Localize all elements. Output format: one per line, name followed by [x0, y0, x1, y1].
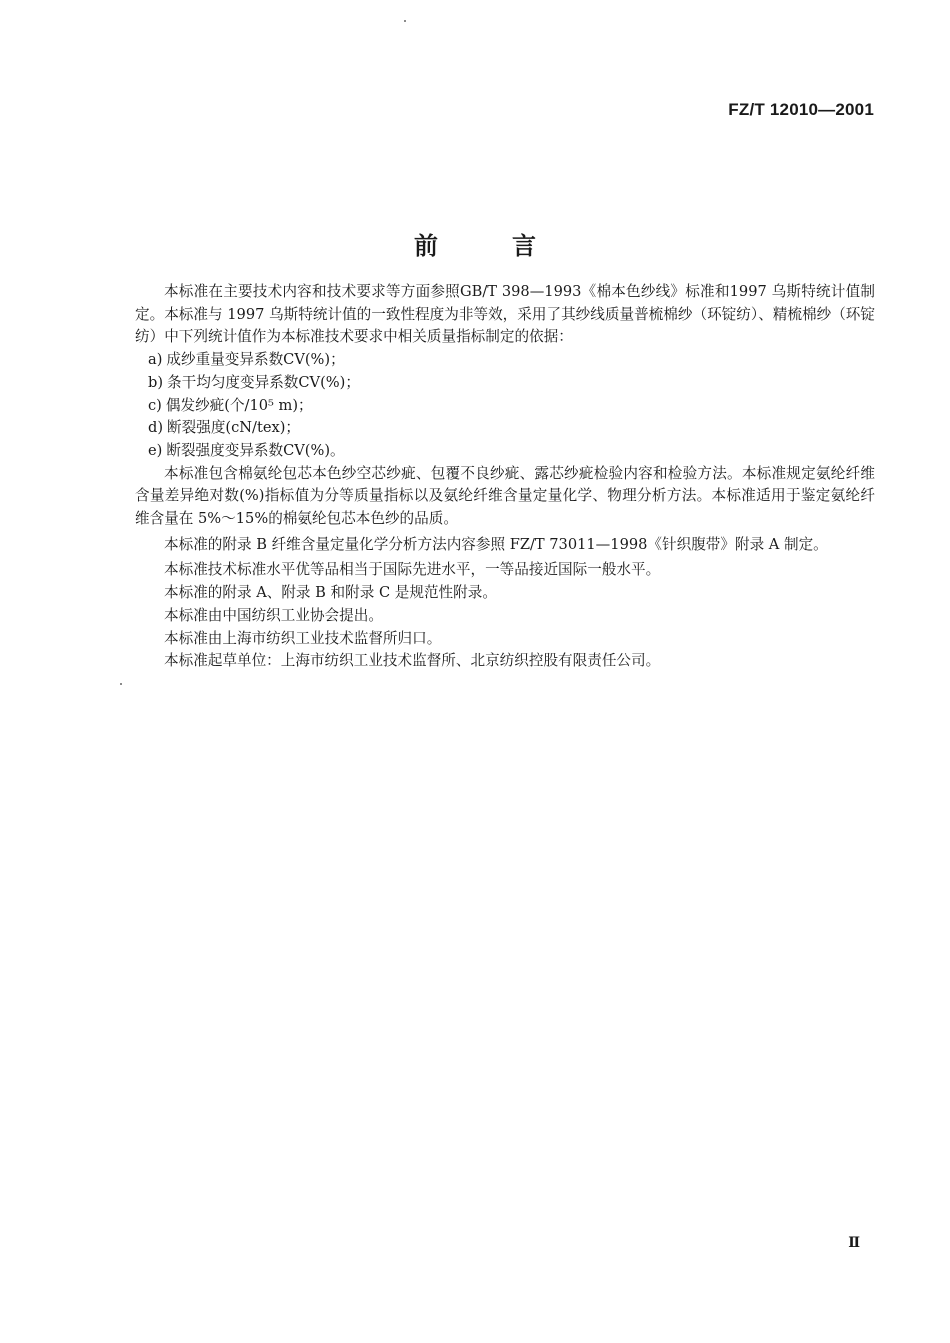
- page-title: 前言: [414, 231, 610, 260]
- list-item-letter: d): [148, 419, 164, 437]
- list-item: [135, 417, 875, 440]
- list-item: [135, 440, 875, 463]
- paragraph: 本标准由上海市纺织工业技术监督所归口。: [164, 629, 442, 647]
- list-item: [135, 395, 875, 418]
- list-item-text: 条干均匀度变异系数CV(%)；: [167, 373, 360, 391]
- paragraph: 本标准的附录 B 纤维含量定量化学分析方法内容参照 FZ/T 73011—1998《针织腹带》附录 A 制定。: [164, 535, 828, 553]
- scan-speck: [120, 683, 122, 685]
- paragraph: 本标准起草单位：上海市纺织工业技术监督所、北京纺织控股有限责任公司。: [164, 652, 661, 670]
- foreword-body: [135, 281, 875, 673]
- paragraph: 本标准的附录 A、附录 B 和附录 C 是规范性附录。: [164, 584, 497, 602]
- paragraph: 本标准在主要技术内容和技术要求等方面参照GB/T 398—1993《棉本色纱线》标准和1997 乌斯特统计值制定。本标准与 1997 乌斯特统计值的一致性程度为非等效，采用了其纱线质量普梳棉纱（环锭纺）、精梳棉纱（环锭纺）中下列统计值作为本标准技术要求中相关质量指标制定的依据：: [135, 283, 875, 346]
- paragraph: 本标准包含棉氨纶包芯本色纱空芯纱疵、包覆不良纱疵、露芯纱疵检验内容和检验方法。本标准规定氨纶纤维含量差异绝对数(%)指标值为分等质量指标以及氨纶纤维含量定量化学、物理分析方法。本标准适用于鉴定氨纶纤维含量在 5%～15%的棉氨纶包芯本色纱的品质。: [135, 464, 875, 528]
- list-item: [135, 372, 875, 395]
- list-item-letter: c): [148, 396, 162, 414]
- list-item-letter: e): [148, 441, 163, 459]
- paragraph: 本标准技术标准水平优等品相当于国际先进水平，一等品接近国际一般水平。: [164, 561, 661, 579]
- list-item-letter: a): [148, 351, 163, 369]
- list-item-text: 断裂强度(cN/tex)；: [167, 419, 300, 437]
- list-item-letter: b): [148, 373, 164, 391]
- list-item-text: 偶发纱疵(个/10⁵ m)；: [165, 396, 313, 414]
- list-item-text: 断裂强度变异系数CV(%)。: [166, 441, 345, 459]
- scan-speck: [404, 20, 406, 22]
- standard-code: FZ/T 12010—2001: [728, 100, 874, 119]
- list-item-text: 成纱重量变异系数CV(%)；: [166, 351, 345, 369]
- page-number: Ⅱ: [848, 1236, 860, 1251]
- list-item: [135, 349, 875, 372]
- paragraph: 本标准由中国纺织工业协会提出。: [164, 606, 383, 624]
